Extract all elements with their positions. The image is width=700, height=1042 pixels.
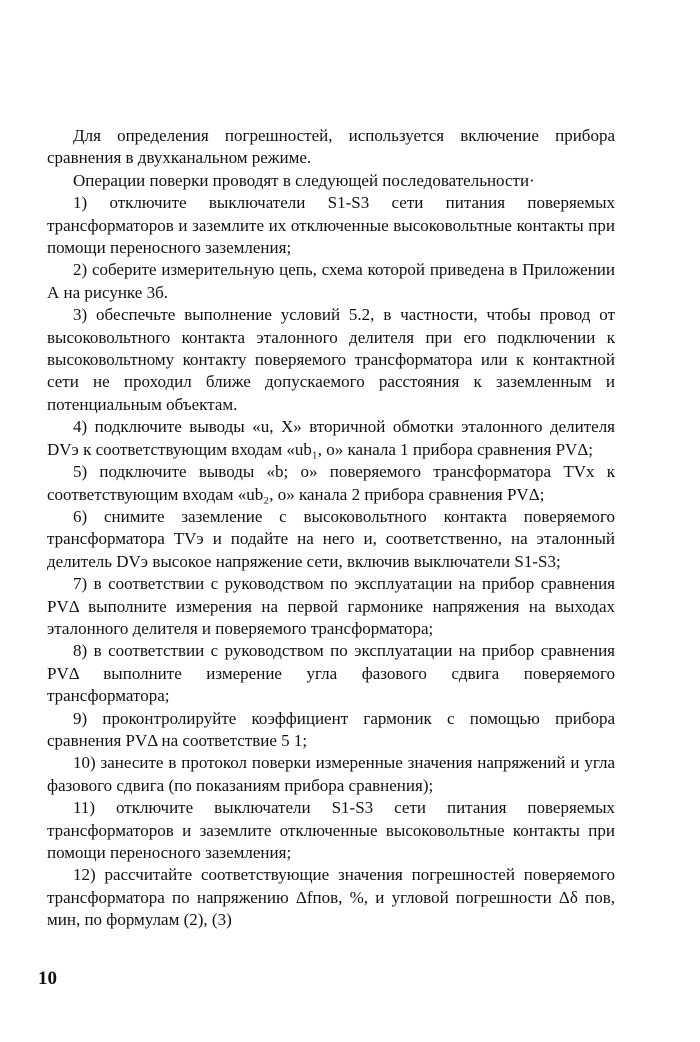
list-item-11: 11) отключите выключатели S1-S3 сети питания поверяемых трансформаторов и заземлите отключенные высоковольтные контакты при помощи переносного заземления; xyxy=(47,798,615,862)
list-item-5: 5) подключите выводы «b; o» поверяемого трансформатора TVх к соответствующим входам «ub₂, o» канала 2 прибора сравнения PVΔ; xyxy=(47,462,615,504)
paragraph-operations-lead: Операции поверки проводят в следующей последовательности· xyxy=(73,170,535,190)
list-item-1: 1) отключите выключатели S1-S3 сети питания поверяемых трансформаторов и заземлите их отключенные высоковольтные контакты при помощи переносного заземления; xyxy=(47,193,615,258)
list-item-9: 9) проконтролируйте коэффициент гармоник с помощью прибора сравнения PVΔ на соответствие 5 1; xyxy=(47,708,615,750)
list-item-2: 2) соберите измерительную цепь, схема которой приведена в Приложении А на рисунке 3б. xyxy=(47,260,615,302)
list-item-12: 12) рассчитайте соответствующие значения погрешностей поверяемого трансформатора по напряжению Δfпов, %, и угловой погрешности Δδ пов, мин, по формулам (2), (3) xyxy=(47,865,615,930)
paragraph-intro: Для определения погрешностей, используется включение прибора сравнения в двухканальном режиме. xyxy=(47,126,615,168)
list-item-10: 10) занесите в протокол поверки измеренные значения напряжений и угла фазового сдвига (по показаниям прибора сравнения); xyxy=(47,753,615,795)
body-text xyxy=(47,125,615,932)
list-item-4: 4) подключите выводы «u, X» вторичной обмотки эталонного делителя DVэ к соответствующим входам «ub₁, o» канала 1 прибора сравнения PVΔ; xyxy=(47,417,615,459)
page-number: 10 xyxy=(38,968,57,989)
list-item-8: 8) в соответствии с руководством по эксплуатации на прибор сравнения PVΔ выполните измерение угла фазового сдвига поверяемого трансформатора; xyxy=(47,641,615,706)
list-item-3: 3) обеспечьте выполнение условий 5.2, в частности, чтобы провод от высоковольтного контакта эталонного делителя при его подключении к высоковольтному контакту поверяемого трансформатора или к контактной сети не проходил ближе допускаемого расстояния к заземленным и потенциальным объектам. xyxy=(47,305,615,414)
list-item-7: 7) в соответствии с руководством по эксплуатации на прибор сравнения PVΔ выполните измерения на первой гармонике напряжения на выходах эталонного делителя и поверяемого трансформатора; xyxy=(47,574,615,638)
list-item-6: 6) снимите заземление с высоковольтного контакта поверяемого трансформатора TVэ и подайте на него и, соответственно, на эталонный делитель DVэ высокое напряжение сети, включив выключатели S1-S3; xyxy=(47,506,615,571)
